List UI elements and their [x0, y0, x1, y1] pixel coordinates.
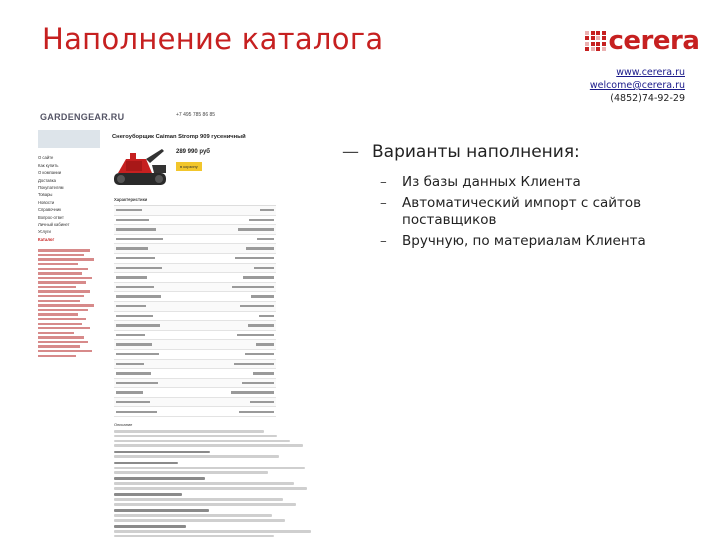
stock-status	[176, 176, 210, 180]
site-nav-item[interactable]: Услуги	[38, 229, 51, 235]
site-nav-item[interactable]: Личный кабинет	[38, 222, 70, 228]
site-category-item[interactable]	[38, 258, 94, 260]
description-line	[114, 487, 307, 490]
spec-row	[114, 283, 276, 293]
site-nav-item[interactable]: О сайте	[38, 155, 54, 161]
site-category-item[interactable]	[38, 309, 88, 311]
spec-row	[114, 216, 276, 226]
spec-row	[114, 369, 276, 379]
description-line	[114, 440, 290, 443]
site-category-item[interactable]	[38, 268, 88, 270]
spec-row	[114, 264, 276, 274]
site-category-item[interactable]	[38, 336, 84, 338]
product-title: Снегоуборщик Caiman Stromp 909 гусеничный	[112, 134, 246, 140]
spec-row	[114, 273, 276, 283]
bullet-item: – Автоматический импорт с сайтов поставщиков	[342, 195, 692, 229]
site-category-item[interactable]	[38, 263, 78, 265]
site-category-item[interactable]	[38, 304, 94, 306]
site-nav-item[interactable]: О компании	[38, 170, 62, 176]
site-category-item[interactable]	[38, 323, 82, 325]
site-nav-item[interactable]: Вопрос-ответ	[38, 214, 64, 220]
bullet-heading: — Варианты наполнения:	[342, 142, 692, 162]
site-category-item[interactable]	[38, 254, 84, 256]
specs-heading: Характеристики	[114, 197, 148, 202]
bullet-item: – Из базы данных Клиента	[342, 174, 692, 191]
description-line	[114, 482, 294, 485]
description-subheading	[114, 509, 209, 512]
add-to-cart-button[interactable]: в корзину	[176, 162, 202, 171]
spec-row	[114, 244, 276, 254]
spec-row	[114, 292, 276, 302]
site-category-item[interactable]	[38, 318, 86, 320]
description-subheading	[114, 462, 178, 465]
site-nav	[38, 154, 100, 243]
site-nav-item[interactable]: Товары	[38, 192, 53, 198]
site-category-item[interactable]	[38, 286, 76, 288]
site-nav-item[interactable]: Справочник	[38, 207, 62, 213]
site-category-item[interactable]	[38, 313, 78, 315]
site-category-item[interactable]	[38, 290, 90, 292]
spec-row	[114, 340, 276, 350]
description-line	[114, 530, 311, 533]
site-nav-item[interactable]: Покупателям	[38, 185, 64, 191]
spec-row	[114, 321, 276, 331]
spec-row	[114, 312, 276, 322]
description-line	[114, 535, 274, 538]
site-category-item[interactable]	[38, 332, 74, 334]
description-text	[114, 430, 326, 540]
website-screenshot	[36, 100, 326, 540]
site-nav-item[interactable]: Новости	[38, 199, 55, 205]
spec-row	[114, 379, 276, 389]
spec-row	[114, 206, 276, 216]
phone-number: (4852)74-92-29	[610, 93, 685, 104]
description-line	[114, 430, 264, 433]
site-category-item[interactable]	[38, 272, 82, 274]
spec-row	[114, 407, 276, 417]
description-subheading	[114, 525, 186, 528]
spec-row	[114, 388, 276, 398]
site-category-item[interactable]	[38, 281, 86, 283]
site-logo: GARDENGEAR.RU	[40, 112, 125, 122]
site-promo	[38, 130, 100, 148]
site-category-item[interactable]	[38, 327, 90, 329]
description-subheading	[114, 477, 205, 480]
site-category-item[interactable]	[38, 300, 80, 302]
description-line	[114, 444, 303, 447]
contact-block	[590, 66, 685, 105]
site-category-list	[38, 249, 100, 357]
specs-table	[114, 205, 276, 417]
product-card	[112, 143, 326, 189]
site-nav-item-catalog[interactable]: Каталог	[38, 236, 55, 242]
site-nav-item[interactable]: Доставка	[38, 177, 56, 183]
site-category-item[interactable]	[38, 341, 88, 343]
bullet-item: – Вручную, по материалам Клиента	[342, 233, 692, 250]
site-category-item[interactable]	[38, 350, 92, 352]
logo-text: cerera	[608, 26, 700, 56]
bullet-list	[342, 142, 692, 254]
description-line	[114, 503, 296, 506]
logo-mark-icon	[585, 31, 606, 52]
site-category-item[interactable]	[38, 345, 80, 347]
product-info	[168, 143, 210, 189]
spec-row	[114, 360, 276, 370]
description-line	[114, 498, 283, 501]
description-line	[114, 471, 268, 474]
site-breadcrumb	[112, 126, 326, 130]
description-line	[114, 519, 285, 522]
site-main	[112, 126, 326, 540]
company-logo	[585, 28, 699, 54]
description-line	[114, 455, 279, 458]
spec-row	[114, 331, 276, 341]
product-price: 289 990 руб	[176, 149, 210, 155]
slide-title: Наполнение каталога	[42, 22, 384, 56]
site-category-item[interactable]	[38, 355, 76, 357]
spec-row	[114, 254, 276, 264]
site-category-item[interactable]	[38, 249, 90, 251]
product-image	[112, 143, 168, 189]
description-line	[114, 435, 277, 438]
site-category-item[interactable]	[38, 295, 84, 297]
site-nav-item[interactable]: Как купить	[38, 162, 59, 168]
description-heading: Описание	[114, 422, 133, 428]
site-category-item[interactable]	[38, 277, 92, 279]
description-line	[114, 514, 272, 517]
spec-row	[114, 350, 276, 360]
description-line	[114, 467, 305, 470]
snowblower-icon	[112, 143, 168, 189]
description-subheading	[114, 493, 182, 496]
spec-row	[114, 398, 276, 408]
spec-row	[114, 225, 276, 235]
email-link[interactable]: welcome@cerera.ru	[589, 80, 685, 91]
spec-row	[114, 235, 276, 245]
site-sidebar	[38, 130, 100, 359]
site-phone: +7 495 785 86 85	[176, 112, 216, 118]
spec-row	[114, 302, 276, 312]
description-subheading	[114, 451, 210, 454]
website-link[interactable]: www.cerera.ru	[616, 67, 685, 78]
